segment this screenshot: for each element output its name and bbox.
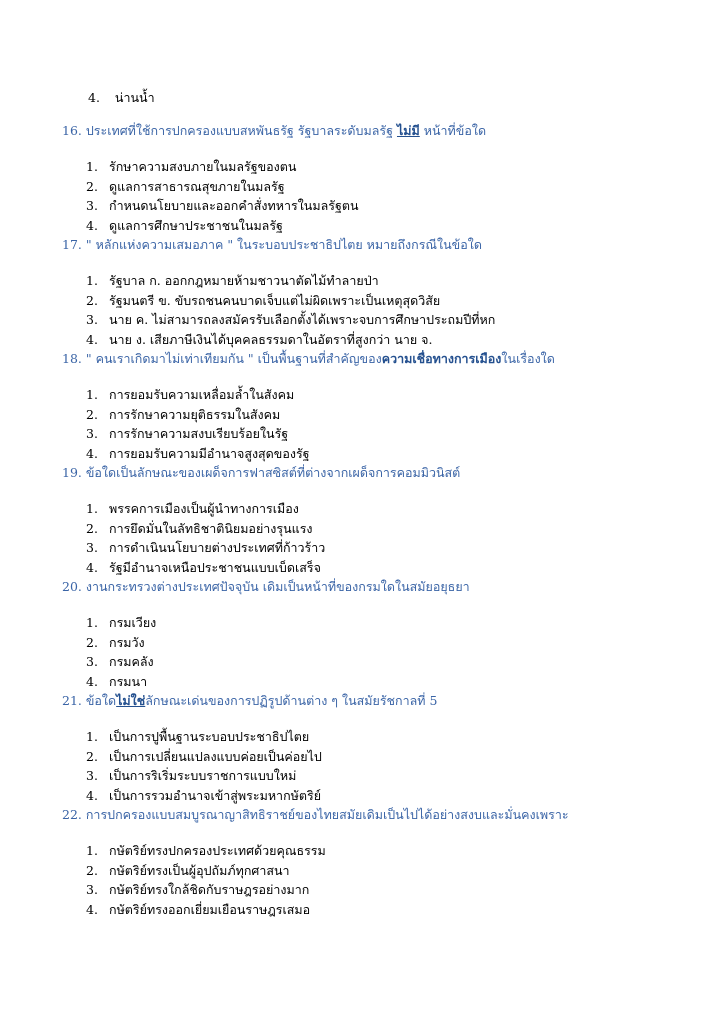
question-text-tail: ลักษณะเด่นของการปฏิรูปด้านต่าง ๆ ในสมัยรัชกาลที่ 5 bbox=[145, 693, 438, 708]
option-number: 1. bbox=[86, 387, 98, 402]
option-number: 4. bbox=[86, 673, 98, 689]
option-number: 1. bbox=[86, 501, 98, 516]
option-number: 3. bbox=[86, 654, 98, 670]
option-text: นาย ง. เสียภาษีเงินได้บุคคลธรรมดาในอัตราที่สูงกว่า นาย จ. bbox=[109, 331, 433, 347]
option-text: การรักษาความสงบเรียบร้อยในรัฐ bbox=[109, 426, 289, 442]
option-item bbox=[62, 766, 702, 786]
option-item bbox=[62, 558, 702, 578]
option-item bbox=[62, 880, 702, 900]
option-item bbox=[62, 157, 702, 177]
option-item bbox=[62, 216, 702, 236]
option-item bbox=[62, 652, 702, 672]
option-item bbox=[62, 538, 702, 558]
options-list bbox=[62, 841, 702, 919]
question-emphasis: ไม่ใช่ bbox=[116, 693, 146, 708]
question-number: 19. bbox=[62, 465, 82, 480]
options-list bbox=[62, 727, 702, 805]
question-text: ข้อใด bbox=[81, 693, 117, 708]
option-number: 4. bbox=[86, 559, 98, 575]
question-22 bbox=[62, 805, 702, 919]
option-text: เป็นการรวมอำนาจเข้าสู่พระมหากษัตริย์ bbox=[109, 787, 322, 803]
option-text: เป็นการปูพื้นฐานระบอบประชาธิปไตย bbox=[109, 729, 310, 744]
question-emphasis: ไม่มี bbox=[396, 123, 420, 138]
question-text: งานกระทรวงต่างประเทศปัจจุบัน เดิมเป็นหน้าที่ของกรมใดในสมัยอยุธยา bbox=[81, 579, 470, 594]
question-emphasis: ความเชื่อทางการเมือง bbox=[381, 351, 502, 366]
option-number: 2. bbox=[86, 520, 98, 536]
option-number: 1. bbox=[86, 615, 98, 630]
option-text: กษัตริย์ทรงปกครองประเทศด้วยคุณธรรม bbox=[109, 843, 326, 858]
question-text-tail: ในเรื่องใด bbox=[501, 351, 555, 366]
option-item bbox=[62, 613, 702, 633]
option-item bbox=[62, 310, 702, 330]
question-20 bbox=[62, 577, 702, 691]
option-item bbox=[62, 841, 702, 861]
question-title bbox=[62, 121, 702, 141]
option-text: การยอมรับความมีอำนาจสูงสุดของรัฐ bbox=[109, 445, 310, 461]
option-text: การดำเนินนโยบายต่างประเทศที่ก้าวร้าว bbox=[109, 540, 326, 556]
option-text: น่านน้ำ bbox=[114, 90, 155, 105]
question-number: 22. bbox=[62, 807, 82, 822]
question-text: ข้อใดเป็นลักษณะของเผด็จการฟาสซิสต์ที่ต่างจากเผด็จการคอมมิวนิสต์ bbox=[81, 465, 461, 480]
option-text: เป็นการริเริ่มระบบราชการแบบใหม่ bbox=[109, 768, 297, 784]
option-number: 3. bbox=[86, 198, 98, 214]
option-number: 4. bbox=[88, 90, 100, 105]
option-item bbox=[62, 330, 702, 350]
question-text: ประเทศที่ใช้การปกครองแบบสหพันธรัฐ รัฐบาลระดับมลรัฐ bbox=[81, 123, 397, 138]
options-list bbox=[62, 271, 702, 349]
question-18 bbox=[62, 349, 702, 463]
question-number: 21. bbox=[62, 693, 82, 708]
option-text: กษัตริย์ทรงใกล้ชิดกับราษฎรอย่างมาก bbox=[109, 882, 310, 898]
option-number: 1. bbox=[86, 273, 98, 288]
question-text: การปกครองแบบสมบูรณาญาสิทธิราชย์ของไทยสมัยเดิมเป็นไปได้อย่างสงบและมั่นคงเพราะ bbox=[81, 807, 569, 822]
question-21 bbox=[62, 691, 702, 805]
option-item bbox=[62, 196, 702, 216]
question-title bbox=[62, 349, 702, 369]
previous-question-option bbox=[88, 88, 155, 108]
question-title bbox=[62, 235, 702, 255]
question-text: " คนเราเกิดมาไม่เท่าเทียมกัน " เป็นพื้นฐานที่สำคัญของ bbox=[81, 351, 382, 366]
option-text: กรมเวียง bbox=[109, 615, 157, 630]
option-text: กรมวัง bbox=[109, 634, 145, 650]
option-item bbox=[62, 444, 702, 464]
question-16 bbox=[62, 121, 702, 235]
option-text: รัฐมีอำนาจเหนือประชาชนแบบเบ็ดเสร็จ bbox=[109, 559, 321, 575]
option-item bbox=[62, 177, 702, 197]
option-item bbox=[62, 424, 702, 444]
question-number: 18. bbox=[62, 351, 82, 366]
option-text: การยึดมั่นในลัทธิชาตินิยมอย่างรุนแรง bbox=[109, 520, 313, 536]
option-text: รัฐมนตรี ข. ขับรถชนคนบาดเจ็บแต่ไม่ผิดเพราะเป็นเหตุสุดวิสัย bbox=[109, 292, 441, 308]
option-number: 2. bbox=[86, 292, 98, 308]
option-item bbox=[62, 271, 702, 291]
option-item bbox=[62, 385, 702, 405]
option-number: 3. bbox=[86, 426, 98, 442]
option-item bbox=[62, 633, 702, 653]
option-number: 4. bbox=[86, 901, 98, 917]
question-19 bbox=[62, 463, 702, 577]
option-text: นาย ค. ไม่สามารถลงสมัครรับเลือกตั้งได้เพราะจบการศึกษาประถมปีที่หก bbox=[109, 312, 496, 328]
option-number: 3. bbox=[86, 768, 98, 784]
option-item bbox=[62, 672, 702, 692]
options-list bbox=[62, 499, 702, 577]
question-text-tail: หน้าที่ข้อใด bbox=[419, 123, 487, 138]
option-item bbox=[62, 499, 702, 519]
option-number: 2. bbox=[86, 862, 98, 878]
option-text: ดูแลการสาธารณสุขภายในมลรัฐ bbox=[109, 178, 285, 194]
option-item bbox=[62, 861, 702, 881]
question-title bbox=[62, 463, 702, 483]
question-number: 17. bbox=[62, 237, 82, 252]
option-item bbox=[62, 747, 702, 767]
question-text: " หลักแห่งความเสมอภาค " ในระบอบประชาธิปไตย หมายถึงกรณีในข้อใด bbox=[81, 237, 482, 252]
option-text: รักษาความสงบภายในมลรัฐของตน bbox=[109, 159, 297, 174]
option-item bbox=[62, 786, 702, 806]
options-list bbox=[62, 157, 702, 235]
option-number: 4. bbox=[86, 331, 98, 347]
question-title bbox=[62, 691, 702, 711]
option-text: กษัตริย์ทรงออกเยี่ยมเยือนราษฎรเสมอ bbox=[109, 901, 311, 917]
option-number: 2. bbox=[86, 178, 98, 194]
option-number: 4. bbox=[86, 445, 98, 461]
option-number: 3. bbox=[86, 312, 98, 328]
option-number: 1. bbox=[86, 843, 98, 858]
option-text: รัฐบาล ก. ออกกฎหมายห้ามชาวนาตัดไม้ทำลายป่า bbox=[109, 273, 379, 288]
option-number: 2. bbox=[86, 634, 98, 650]
option-text: กรมคลัง bbox=[109, 654, 154, 670]
question-number: 16. bbox=[62, 123, 82, 138]
option-item bbox=[62, 727, 702, 747]
option-number: 2. bbox=[86, 406, 98, 422]
option-text: กรมนา bbox=[109, 673, 148, 689]
option-text: เป็นการเปลี่ยนแปลงแบบค่อยเป็นค่อยไป bbox=[109, 748, 322, 764]
options-list bbox=[62, 385, 702, 463]
option-text: ดูแลการศึกษาประชาชนในมลรัฐ bbox=[109, 217, 283, 233]
question-title bbox=[62, 577, 702, 597]
option-text: กำหนดนโยบายและออกคำสั่งทหารในมลรัฐตน bbox=[109, 198, 359, 214]
option-text: การรักษาความยุติธรรมในสังคม bbox=[109, 406, 281, 422]
option-item bbox=[62, 291, 702, 311]
option-number: 4. bbox=[86, 787, 98, 803]
options-list bbox=[62, 613, 702, 691]
question-title bbox=[62, 805, 702, 825]
option-number: 3. bbox=[86, 882, 98, 898]
question-number: 20. bbox=[62, 579, 82, 594]
option-number: 3. bbox=[86, 540, 98, 556]
option-number: 1. bbox=[86, 729, 98, 744]
option-number: 1. bbox=[86, 159, 98, 174]
option-item bbox=[62, 405, 702, 425]
option-number: 4. bbox=[86, 217, 98, 233]
option-text: การยอมรับความเหลื่อมล้ำในสังคม bbox=[109, 387, 295, 402]
question-17 bbox=[62, 235, 702, 349]
option-number: 2. bbox=[86, 748, 98, 764]
option-text: กษัตริย์ทรงเป็นผู้อุปถัมภ์ทุกศาสนา bbox=[109, 862, 290, 878]
option-item bbox=[62, 519, 702, 539]
option-item bbox=[62, 900, 702, 920]
option-text: พรรคการเมืองเป็นผู้นำทางการเมือง bbox=[109, 501, 299, 516]
